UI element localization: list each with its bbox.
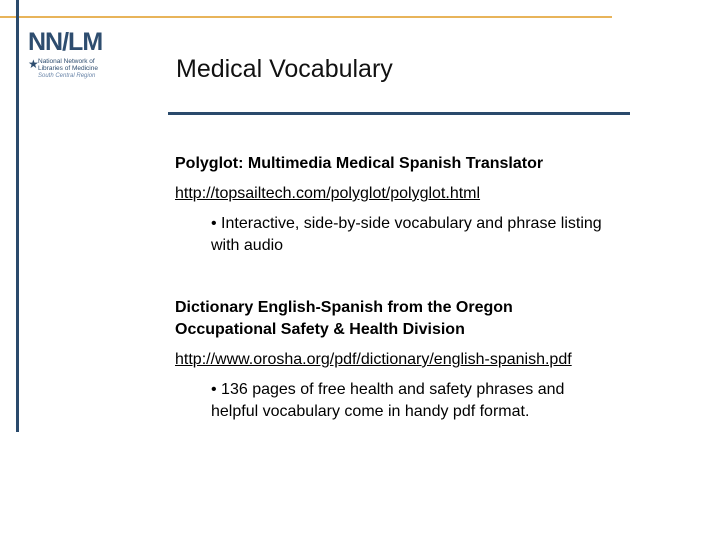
logo-line: National Network of bbox=[38, 58, 95, 65]
logo-mark: NN/LM bbox=[28, 28, 103, 56]
logo-line: Libraries of Medicine bbox=[38, 65, 98, 72]
resource-heading: Polyglot: Multimedia Medical Spanish Translator bbox=[175, 155, 544, 172]
logo-text bbox=[38, 58, 98, 72]
logo-region: South Central Region bbox=[38, 73, 96, 79]
title-underline bbox=[168, 112, 630, 115]
left-accent-rule bbox=[16, 0, 19, 432]
slide-title: Medical Vocabulary bbox=[176, 55, 393, 83]
nnlm-logo bbox=[28, 30, 110, 94]
resource-link[interactable]: http://www.orosha.org/pdf/dictionary/english-spanish.pdf bbox=[175, 351, 572, 368]
top-accent-rule bbox=[0, 16, 612, 18]
resource-heading: Dictionary English-Spanish from the Oregon Occupational Safety & Health Division bbox=[175, 299, 513, 338]
slide-content bbox=[175, 153, 615, 423]
spacer bbox=[175, 257, 615, 297]
star-icon: ★ bbox=[28, 57, 39, 71]
logo-row bbox=[28, 58, 110, 72]
resource-bullet: • 136 pages of free health and safety phrases and helpful vocabulary come in handy pdf format. bbox=[211, 381, 565, 420]
resource-bullet: • Interactive, side-by-side vocabulary and phrase listing with audio bbox=[211, 215, 602, 254]
resource-link[interactable]: http://topsailtech.com/polyglot/polyglot.html bbox=[175, 185, 481, 202]
